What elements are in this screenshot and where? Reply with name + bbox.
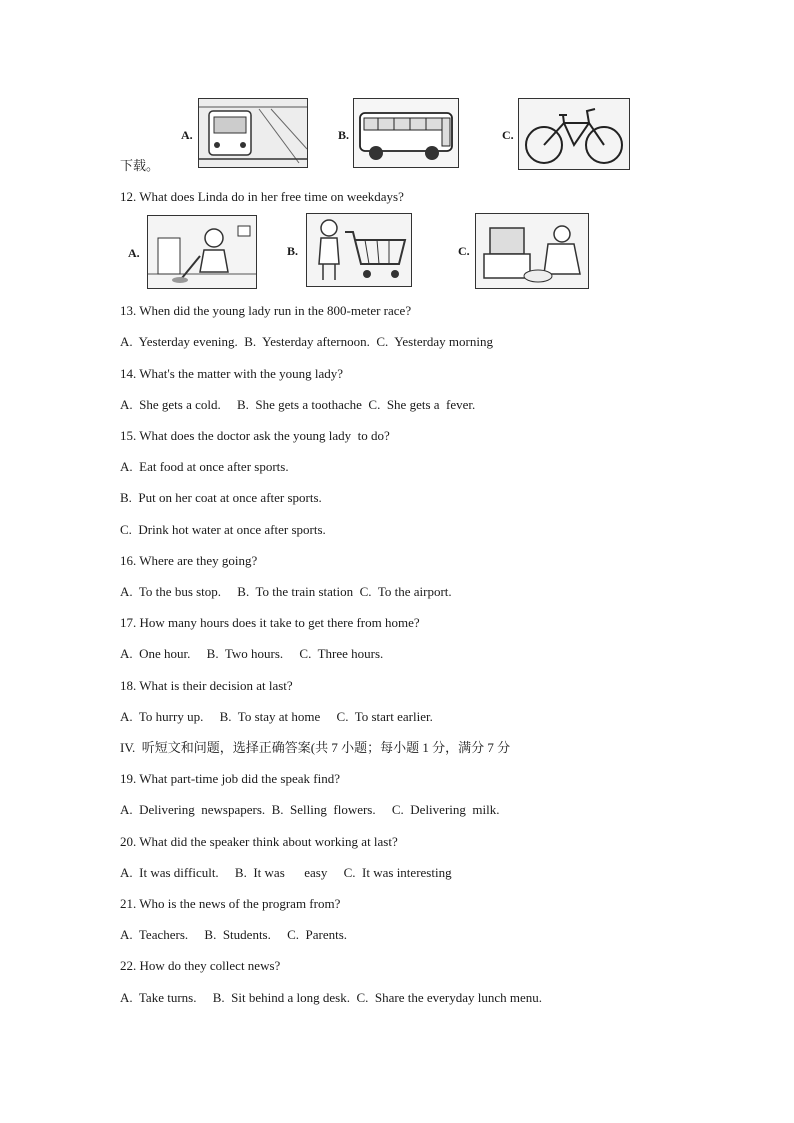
q16-question: 16. Where are they going? <box>120 553 258 568</box>
q17-question: 17. How many hours does it take to get there from home? <box>120 615 420 630</box>
q19-options: A. Delivering newspapers. B. Selling flowers. C. Delivering milk. <box>120 802 500 817</box>
q21-options: A. Teachers. B. Students. C. Parents. <box>120 927 348 942</box>
q11-option-b-letter: B. <box>338 128 350 142</box>
q15-question: 15. What does the doctor ask the young lady to do? <box>120 428 390 443</box>
q15-option-b: B. Put on her coat at once after sports. <box>120 490 322 505</box>
q14-question: 14. What's the matter with the young lady? <box>120 366 344 381</box>
q20-question: 20. What did the speaker think about working at last? <box>120 834 398 849</box>
bicycle-icon <box>519 99 629 169</box>
bus-icon <box>354 99 458 167</box>
q22-question: 22. How do they collect news? <box>120 958 281 973</box>
q11-option-c-letter: C. <box>502 128 514 142</box>
q11-option-b-picture <box>353 98 459 168</box>
q12-option-a-picture <box>147 215 257 289</box>
q16-options: A. To the bus stop. B. To the train station C. To the airport. <box>120 584 452 599</box>
q12-question: 12. What does Linda do in her free time on weekdays? <box>120 189 404 204</box>
q17-options: A. One hour. B. Two hours. C. Three hours. <box>120 646 384 661</box>
q11-tail-text: 下载。 <box>120 158 160 173</box>
q12-option-b-letter: B. <box>287 244 299 258</box>
q13-question: 13. When did the young lady run in the 800-meter race? <box>120 303 412 318</box>
q15-option-c: C. Drink hot water at once after sports. <box>120 522 326 537</box>
section-iv-heading: IV. 听短文和问题，选择正确答案(共 7 小题；每小题 1 分，满分 7 分 <box>120 740 511 755</box>
q22-options: A. Take turns. B. Sit behind a long desk. C. Share the everyday lunch menu. <box>120 990 542 1005</box>
shopping-cart-icon <box>307 214 411 286</box>
q19-question: 19. What part-time job did the speak find? <box>120 771 340 786</box>
q12-option-c-letter: C. <box>458 244 470 258</box>
q11-option-c-picture <box>518 98 630 170</box>
subway-train-icon <box>199 99 307 167</box>
q21-question: 21. Who is the news of the program from? <box>120 896 341 911</box>
q13-options: A. Yesterday evening. B. Yesterday afternoon. C. Yesterday morning <box>120 334 493 349</box>
q15-option-a: A. Eat food at once after sports. <box>120 459 289 474</box>
q11-option-a-picture <box>198 98 308 168</box>
cleaning-floor-icon <box>148 216 256 288</box>
q12-option-b-picture <box>306 213 412 287</box>
q12-option-c-picture <box>475 213 589 289</box>
q12-option-a-letter: A. <box>128 246 140 260</box>
watching-tv-icon <box>476 214 588 288</box>
q14-options: A. She gets a cold. B. She gets a toothache C. She gets a fever. <box>120 397 476 412</box>
q18-options: A. To hurry up. B. To stay at home C. To start earlier. <box>120 709 433 724</box>
q20-options: A. It was difficult. B. It was easy C. It was interesting <box>120 865 452 880</box>
q11-option-a-letter: A. <box>181 128 193 142</box>
q18-question: 18. What is their decision at last? <box>120 678 293 693</box>
